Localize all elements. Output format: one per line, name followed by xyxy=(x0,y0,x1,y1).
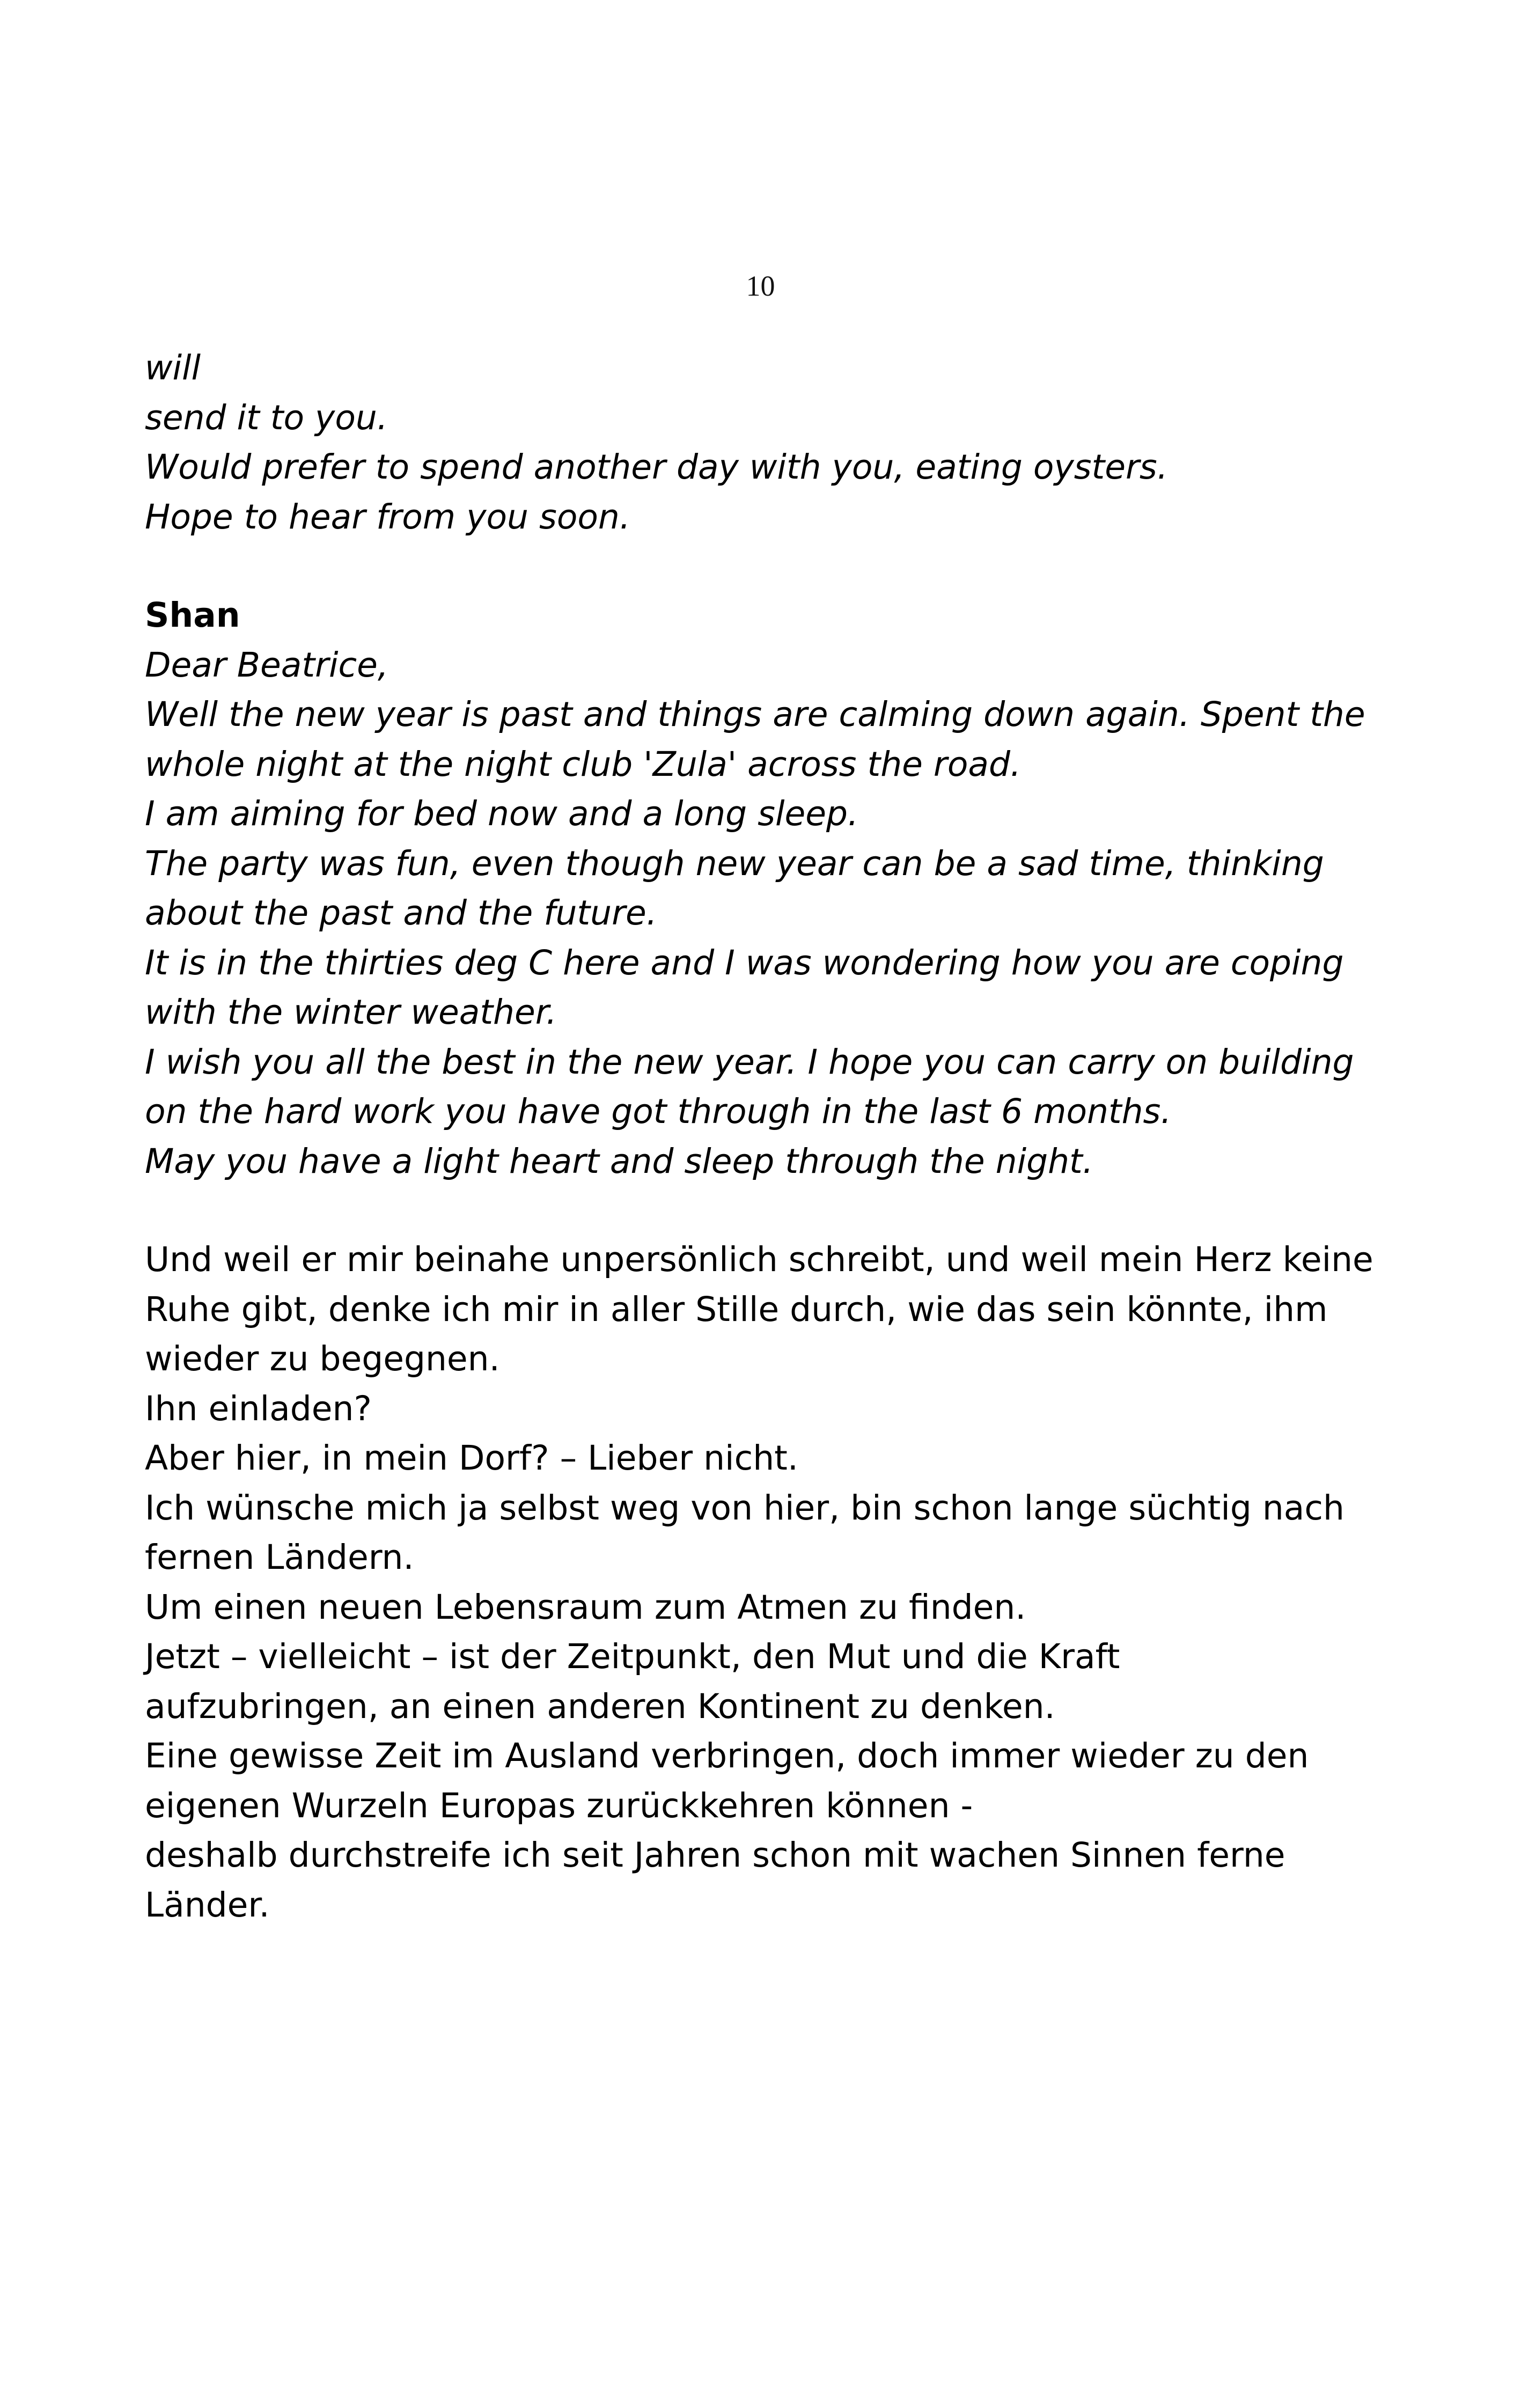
narrative-line: Ruhe gibt, denke ich mir in aller Stille durch, wie das sein könnte, ihm xyxy=(145,1289,1328,1329)
narrative-line: Und weil er mir beinahe unpersönlich schreibt, und weil mein Herz keine xyxy=(145,1240,1373,1279)
letter-line: whole night at the night club 'Zula' across the road. xyxy=(145,744,1021,784)
narrative-line: fernen Ländern. xyxy=(145,1538,414,1577)
letter-line: May you have a light heart and sleep through the night. xyxy=(145,1141,1093,1181)
letter-line: It is in the thirties deg C here and I was wondering how you are coping xyxy=(145,943,1344,982)
narrative-line: Um einen neuen Lebensraum zum Atmen zu finden. xyxy=(145,1587,1026,1627)
narrative-line: wieder zu begegnen. xyxy=(145,1339,500,1378)
letter-line: The party was fun, even though new year can be a sad time, thinking xyxy=(145,843,1324,883)
shan-letter xyxy=(145,591,1379,1186)
letter-line: I am aiming for bed now and a long sleep. xyxy=(145,794,859,833)
narrative-line: aufzubringen, an einen anderen Kontinent zu denken. xyxy=(145,1686,1055,1726)
narrative-line: Aber hier, in mein Dorf? – Lieber nicht. xyxy=(145,1438,798,1478)
letter-ending-line: Would prefer to spend another day with you, eating oysters. xyxy=(145,447,1168,487)
letter-line: with the winter weather. xyxy=(145,993,557,1032)
letter-line: Well the new year is past and things are calming down again. Spent the xyxy=(145,695,1365,734)
letter-salutation: Dear Beatrice, xyxy=(145,645,388,685)
narrative-paragraph xyxy=(145,1235,1379,1930)
narrative-line: Ich wünsche mich ja selbst weg von hier, bin schon lange süchtig nach xyxy=(145,1488,1344,1528)
letter-line: about the past and the future. xyxy=(145,893,657,933)
letter-ending-line: send it to you. xyxy=(145,398,388,437)
narrative-line: Jetzt – vielleicht – ist der Zeitpunkt, den Mut und die Kraft xyxy=(145,1637,1120,1676)
narrative-line: Eine gewisse Zeit im Ausland verbringen, doch immer wieder zu den xyxy=(145,1736,1309,1775)
narrative-line: Länder. xyxy=(145,1885,270,1925)
letter-line: on the hard work you have got through in the last 6 months. xyxy=(145,1092,1172,1131)
letter-ending-line: Hope to hear from you soon. xyxy=(145,497,630,537)
page-number: 10 xyxy=(746,270,775,302)
narrative-line: Ihn einladen? xyxy=(145,1389,372,1428)
letter-ending xyxy=(145,343,1379,542)
narrative-line: eigenen Wurzeln Europas zurückkehren können - xyxy=(145,1786,973,1825)
letter-ending-line: will xyxy=(145,348,201,387)
letter-line: I wish you all the best in the new year. I hope you can carry on building xyxy=(145,1042,1354,1082)
narrative-line: deshalb durchstreife ich seit Jahren schon mit wachen Sinnen ferne xyxy=(145,1836,1285,1875)
letter-sender-heading: Shan xyxy=(145,596,240,635)
